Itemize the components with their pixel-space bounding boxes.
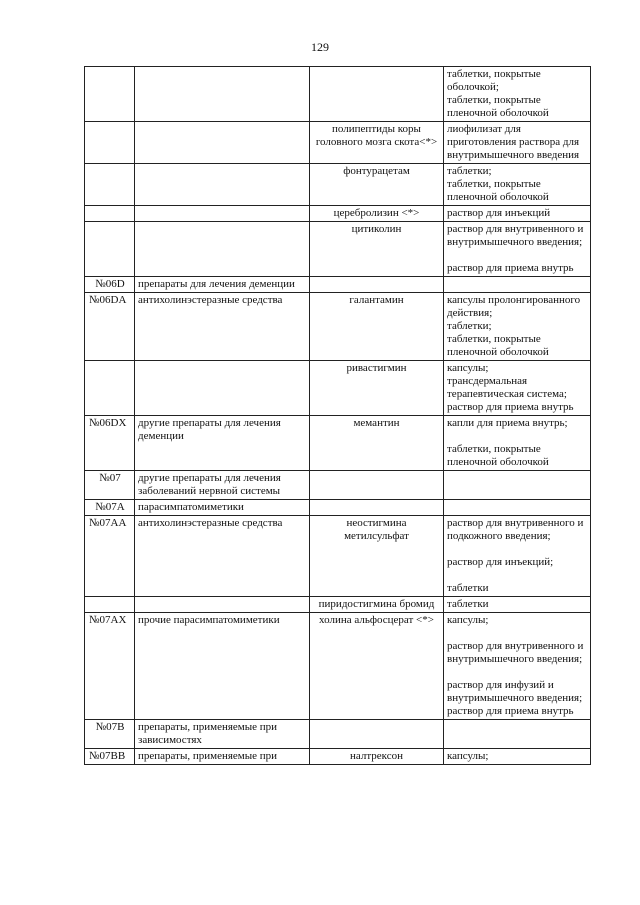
- group-name-cell: другие препараты для лечения заболеваний нервной системы: [135, 471, 310, 500]
- drug-name-cell: холина альфосцерат <*>: [310, 613, 444, 720]
- table-row: [85, 361, 591, 416]
- table-row: [85, 749, 591, 765]
- table-row: [85, 67, 591, 122]
- atc-code-cell: [85, 597, 135, 613]
- table-row: [85, 277, 591, 293]
- group-name-cell: [135, 597, 310, 613]
- table-row: [85, 471, 591, 500]
- group-name-cell: [135, 67, 310, 122]
- dosage-forms-cell: таблетки: [444, 597, 591, 613]
- table-row: [85, 500, 591, 516]
- dosage-forms-cell: таблетки; таблетки, покрытые пленочной оболочкой: [444, 164, 591, 206]
- drug-name-cell: фонтурацетам: [310, 164, 444, 206]
- drug-name-cell: ривастигмин: [310, 361, 444, 416]
- atc-code-cell: [85, 164, 135, 206]
- group-name-cell: препараты, применяемые при: [135, 749, 310, 765]
- group-name-cell: препараты, применяемые при зависимостях: [135, 720, 310, 749]
- dosage-forms-cell: капли для приема внутрь; таблетки, покрытые пленочной оболочкой: [444, 416, 591, 471]
- dosage-forms-cell: лиофилизат для приготовления раствора для внутримышечного введения: [444, 122, 591, 164]
- drug-name-cell: [310, 277, 444, 293]
- atc-code-cell: №07B: [85, 720, 135, 749]
- drug-name-cell: пиридостигмина бромид: [310, 597, 444, 613]
- group-name-cell: [135, 222, 310, 277]
- table-row: [85, 720, 591, 749]
- drug-name-cell: [310, 720, 444, 749]
- atc-code-cell: №06D: [85, 277, 135, 293]
- page-number: 129: [311, 40, 329, 54]
- dosage-forms-cell: [444, 720, 591, 749]
- group-name-cell: парасимпатомиметики: [135, 500, 310, 516]
- table-row: [85, 613, 591, 720]
- table-row: [85, 122, 591, 164]
- group-name-cell: [135, 206, 310, 222]
- group-name-cell: прочие парасимпатомиметики: [135, 613, 310, 720]
- group-name-cell: другие препараты для лечения деменции: [135, 416, 310, 471]
- dosage-forms-cell: капсулы; раствор для внутривенного и внутримышечного введения; раствор для инфузий и внутримышечного введения; раствор для приема внутрь: [444, 613, 591, 720]
- drug-name-cell: полипептиды коры головного мозга скота<*>: [310, 122, 444, 164]
- dosage-forms-cell: раствор для внутривенного и подкожного введения; раствор для инъекций; таблетки: [444, 516, 591, 597]
- atc-code-cell: [85, 361, 135, 416]
- drug-name-cell: цитиколин: [310, 222, 444, 277]
- drug-name-cell: налтрексон: [310, 749, 444, 765]
- drug-name-cell: [310, 471, 444, 500]
- drug-name-cell: галантамин: [310, 293, 444, 361]
- table-row: [85, 293, 591, 361]
- dosage-forms-cell: капсулы;: [444, 749, 591, 765]
- group-name-cell: [135, 361, 310, 416]
- drug-name-cell: мемантин: [310, 416, 444, 471]
- atc-code-cell: №07AA: [85, 516, 135, 597]
- atc-code-cell: №07BB: [85, 749, 135, 765]
- table-row: [85, 516, 591, 597]
- dosage-forms-cell: капсулы пролонгированного действия; таблетки; таблетки, покрытые пленочной оболочкой: [444, 293, 591, 361]
- atc-code-cell: [85, 206, 135, 222]
- dosage-forms-cell: [444, 500, 591, 516]
- group-name-cell: [135, 122, 310, 164]
- drug-name-cell: церебролизин <*>: [310, 206, 444, 222]
- atc-code-cell: [85, 222, 135, 277]
- drug-name-cell: [310, 500, 444, 516]
- atc-code-cell: №07AX: [85, 613, 135, 720]
- dosage-forms-cell: раствор для внутривенного и внутримышечного введения; раствор для приема внутрь: [444, 222, 591, 277]
- table-row: [85, 597, 591, 613]
- table-row: [85, 416, 591, 471]
- dosage-forms-cell: капсулы; трансдермальная терапевтическая система; раствор для приема внутрь: [444, 361, 591, 416]
- atc-code-cell: [85, 122, 135, 164]
- table-body: [85, 67, 591, 765]
- dosage-forms-cell: таблетки, покрытые оболочкой; таблетки, покрытые пленочной оболочкой: [444, 67, 591, 122]
- group-name-cell: [135, 164, 310, 206]
- group-name-cell: антихолинэстеразные средства: [135, 516, 310, 597]
- dosage-forms-cell: [444, 471, 591, 500]
- atc-code-cell: №07: [85, 471, 135, 500]
- table-row: [85, 222, 591, 277]
- atc-code-cell: №06DA: [85, 293, 135, 361]
- drug-name-cell: [310, 67, 444, 122]
- table-row: [85, 206, 591, 222]
- group-name-cell: препараты для лечения деменции: [135, 277, 310, 293]
- drug-name-cell: неостигмина метилсульфат: [310, 516, 444, 597]
- atc-code-cell: [85, 67, 135, 122]
- group-name-cell: антихолинэстеразные средства: [135, 293, 310, 361]
- dosage-forms-cell: [444, 277, 591, 293]
- atc-code-cell: №06DX: [85, 416, 135, 471]
- drug-table: [84, 66, 591, 765]
- atc-code-cell: №07A: [85, 500, 135, 516]
- dosage-forms-cell: раствор для инъекций: [444, 206, 591, 222]
- table-row: [85, 164, 591, 206]
